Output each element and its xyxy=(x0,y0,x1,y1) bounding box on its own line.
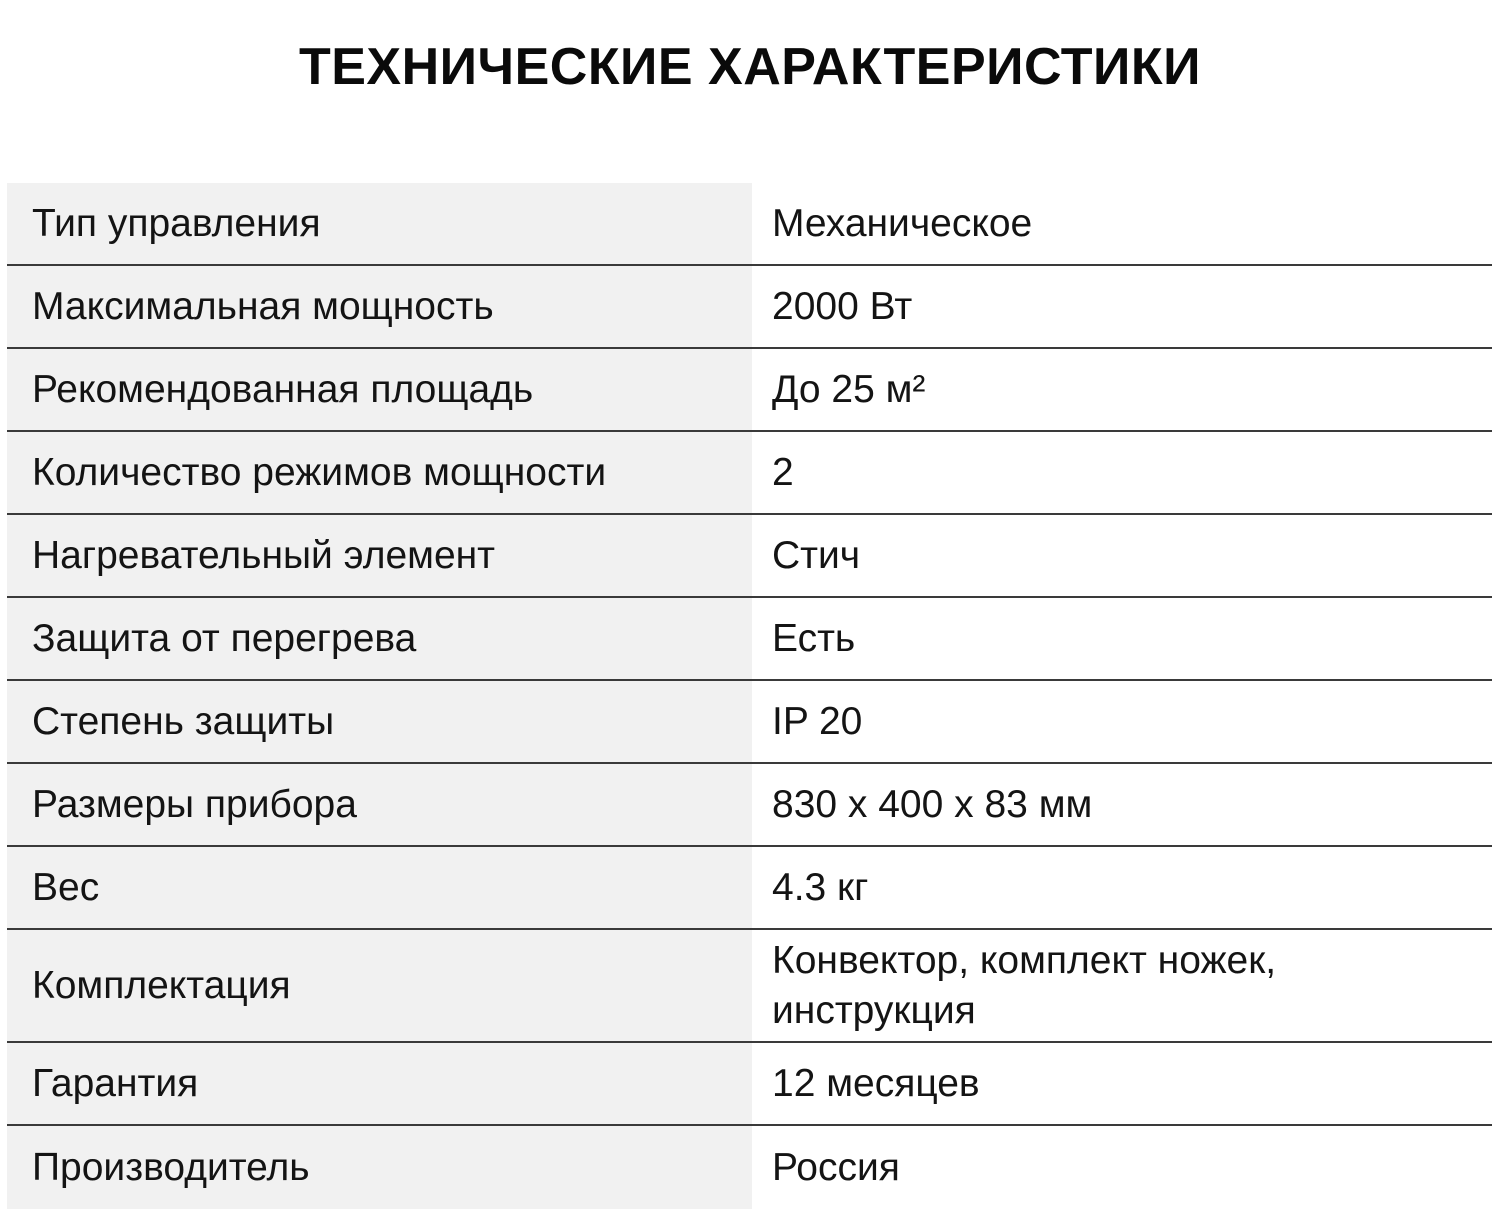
spec-value-text: 830 х 400 х 83 мм xyxy=(772,782,1093,826)
spec-row-protection-rating xyxy=(7,681,1492,764)
spec-value-text: 4.3 кг xyxy=(772,865,869,909)
spec-value-text: Есть xyxy=(772,616,856,660)
spec-value xyxy=(752,598,1492,679)
spec-value xyxy=(752,183,1492,264)
spec-label: Гарантия xyxy=(7,1043,752,1124)
spec-label: Комплектация xyxy=(7,930,752,1041)
spec-label: Размеры прибора xyxy=(7,764,752,845)
spec-row-max-power xyxy=(7,266,1492,349)
spec-row-warranty xyxy=(7,1043,1492,1126)
spec-value-text: 12 месяцев xyxy=(772,1061,980,1105)
spec-value xyxy=(752,1043,1492,1124)
spec-row-recommended-area xyxy=(7,349,1492,432)
spec-label: Тип управления xyxy=(7,183,752,264)
spec-value xyxy=(752,681,1492,762)
page-title: ТЕХНИЧЕСКИЕ ХАРАКТЕРИСТИКИ xyxy=(298,37,1202,96)
spec-label: Вес xyxy=(7,847,752,928)
spec-row-weight xyxy=(7,847,1492,930)
spec-label: Рекомендованная площадь xyxy=(7,349,752,430)
spec-value-text: До 25 м² xyxy=(772,367,926,411)
spec-value-text: Механическое xyxy=(772,201,1033,245)
spec-value xyxy=(752,764,1492,845)
spec-label: Нагревательный элемент xyxy=(7,515,752,596)
specs-table xyxy=(7,183,1492,1209)
spec-row-overheat-protection xyxy=(7,598,1492,681)
spec-value xyxy=(752,349,1492,430)
spec-value-text: 2000 Вт xyxy=(772,284,913,328)
spec-label: Производитель xyxy=(7,1126,752,1209)
spec-value xyxy=(752,515,1492,596)
spec-value-text: 2 xyxy=(772,450,794,494)
spec-value-text: Конвектор, комплект ножек, инструкция xyxy=(772,938,1277,1032)
spec-label: Защита от перегрева xyxy=(7,598,752,679)
spec-row-manufacturer xyxy=(7,1126,1492,1209)
spec-value-text: IP 20 xyxy=(772,699,863,743)
spec-row-heating-element xyxy=(7,515,1492,598)
spec-value xyxy=(752,1126,1492,1209)
spec-row-power-modes xyxy=(7,432,1492,515)
spec-row-dimensions xyxy=(7,764,1492,847)
spec-label: Степень защиты xyxy=(7,681,752,762)
spec-label: Максимальная мощность xyxy=(7,266,752,347)
spec-row-package-contents xyxy=(7,930,1492,1043)
spec-value-text: Стич xyxy=(772,533,861,577)
spec-value xyxy=(752,930,1492,1041)
spec-value xyxy=(752,847,1492,928)
spec-value xyxy=(752,266,1492,347)
spec-label: Количество режимов мощности xyxy=(7,432,752,513)
spec-value-text: Россия xyxy=(772,1145,900,1189)
spec-value xyxy=(752,432,1492,513)
spec-row-control-type xyxy=(7,183,1492,266)
